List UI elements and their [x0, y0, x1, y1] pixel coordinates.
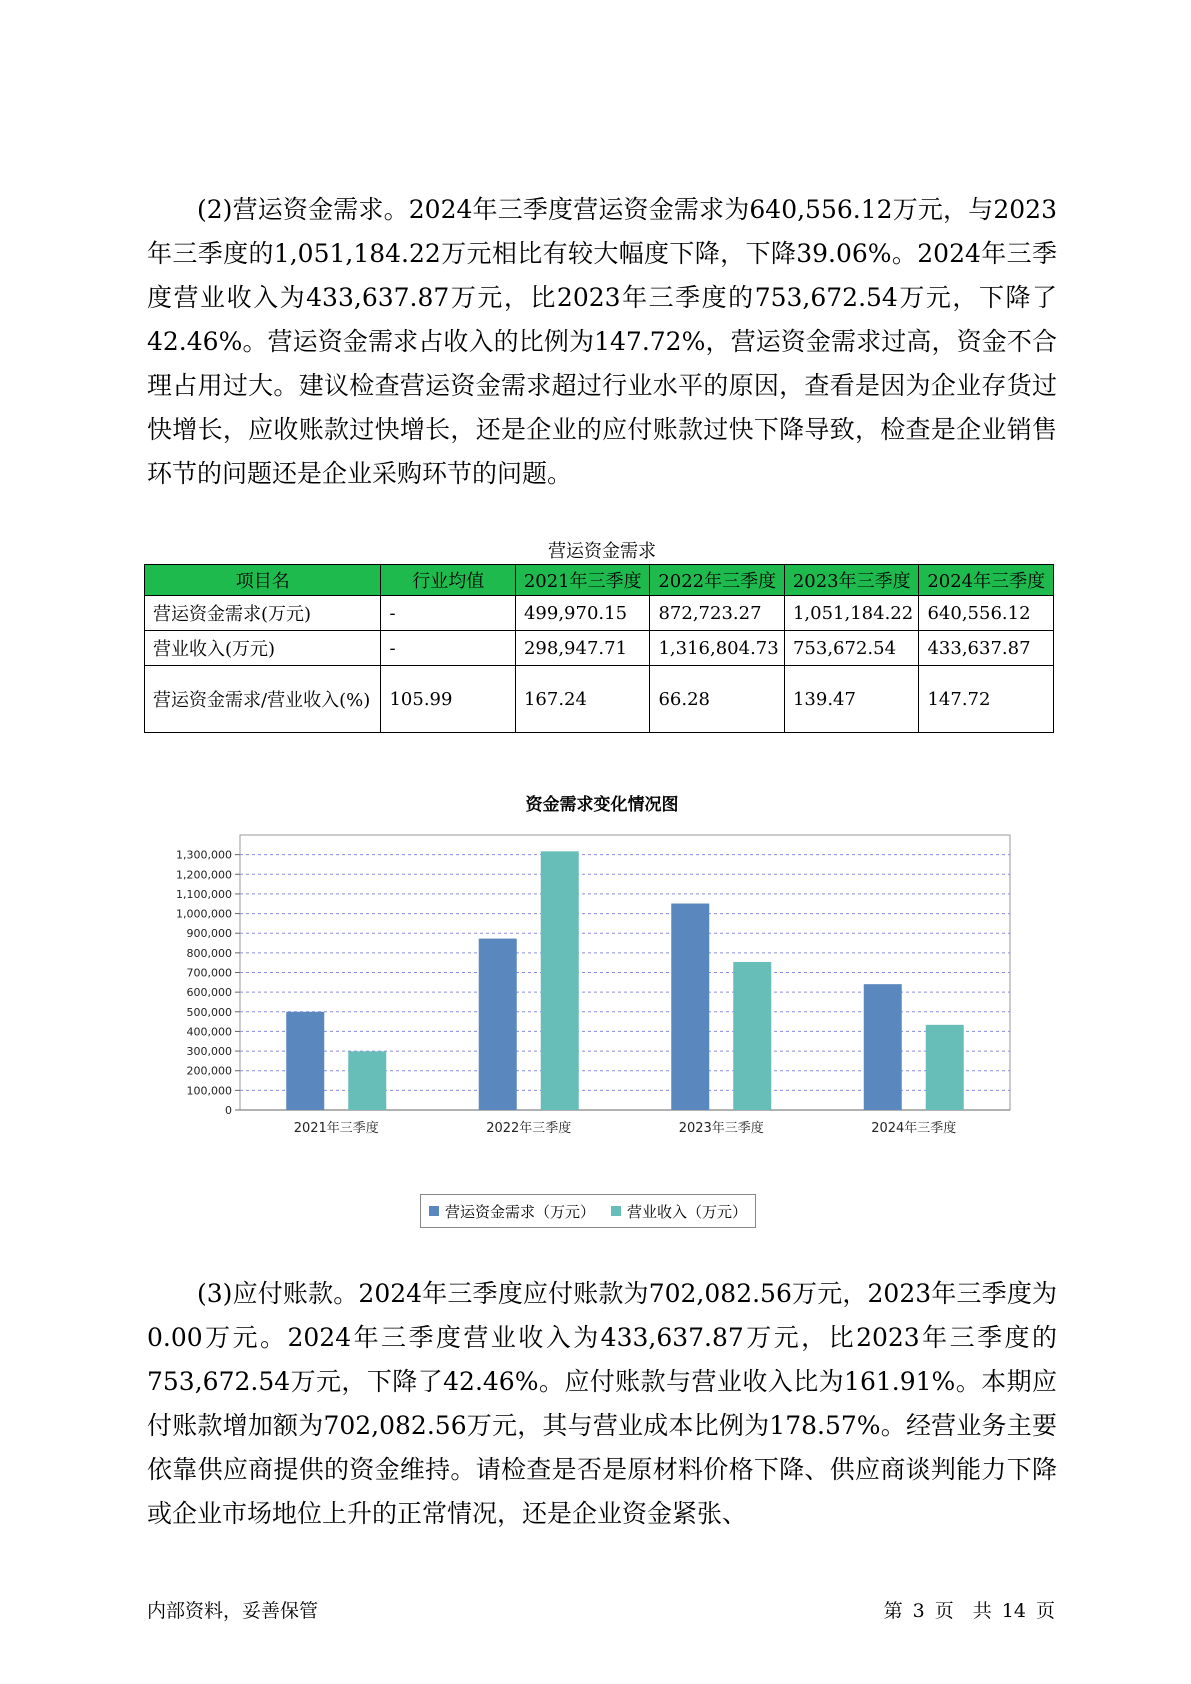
legend-item [611, 1201, 747, 1222]
table-cell: 营业收入(万元) [145, 631, 381, 666]
table-cell: 640,556.12 [919, 596, 1054, 631]
paragraph-working-capital [147, 188, 1057, 496]
paragraph-accounts-payable [147, 1272, 1057, 1536]
table-row [145, 631, 1054, 666]
y-tick-label: 700,000 [186, 966, 232, 980]
table-cell: 66.28 [650, 666, 785, 733]
table-cell: 139.47 [784, 666, 919, 733]
table-cell: - [381, 631, 516, 666]
x-tick-label: 2023年三季度 [678, 1121, 764, 1136]
y-tick-label: 0 [225, 1104, 232, 1117]
header-2022-q3: 2022年三季度 [650, 565, 785, 596]
header-industry-average: 行业均值 [381, 565, 516, 596]
bar [286, 1012, 324, 1110]
bar [671, 904, 709, 1110]
chart-title: 资金需求变化情况图 [525, 795, 679, 815]
legend-label: 营运资金需求（万元） [445, 1202, 596, 1221]
legend-swatch-revenue [611, 1206, 621, 1216]
y-tick-label: 800,000 [186, 946, 232, 960]
table-cell: 433,637.87 [919, 631, 1054, 666]
table-cell: 营运资金需求/营业收入(%) [145, 666, 381, 733]
y-tick-label: 1,200,000 [176, 868, 232, 882]
chart-legend [420, 1194, 756, 1228]
bar [733, 962, 771, 1110]
table-cell: 753,672.54 [784, 631, 919, 666]
y-tick-label: 400,000 [186, 1025, 232, 1039]
y-tick-label: 900,000 [186, 927, 232, 941]
table-cell: 167.24 [515, 666, 650, 733]
y-tick-label: 500,000 [186, 1005, 232, 1019]
header-item-name: 项目名 [145, 565, 381, 596]
working-capital-table [144, 564, 1054, 733]
bar [479, 939, 517, 1110]
header-2024-q3: 2024年三季度 [919, 565, 1054, 596]
table-header-row [145, 565, 1054, 596]
x-tick-label: 2022年三季度 [486, 1121, 572, 1136]
bar [864, 984, 902, 1110]
header-2023-q3: 2023年三季度 [784, 565, 919, 596]
table-cell: 499,970.15 [515, 596, 650, 631]
bar-chart [160, 825, 1020, 1185]
table-cell: - [381, 596, 516, 631]
x-tick-label: 2024年三季度 [871, 1121, 957, 1136]
y-tick-label: 600,000 [186, 986, 232, 1000]
y-tick-label: 1,000,000 [176, 907, 232, 921]
bar [541, 851, 579, 1110]
footer-confidential-note: 内部资料，妥善保管 [147, 1600, 319, 1622]
footer-page-number: 第 3 页 共 14 页 [883, 1600, 1055, 1622]
y-tick-label: 300,000 [186, 1045, 232, 1059]
table-cell: 1,316,804.73 [650, 631, 785, 666]
bar [926, 1025, 964, 1110]
x-tick-label: 2021年三季度 [293, 1121, 379, 1136]
table-cell: 营运资金需求(万元) [145, 596, 381, 631]
table-cell: 872,723.27 [650, 596, 785, 631]
legend-swatch-working-capital [429, 1206, 439, 1216]
table-cell: 1,051,184.22 [784, 596, 919, 631]
y-tick-label: 1,100,000 [176, 887, 232, 901]
table-cell: 105.99 [381, 666, 516, 733]
y-tick-label: 200,000 [186, 1064, 232, 1078]
paragraph-text: (3)应付账款。2024年三季度应付账款为702,082.56万元，2023年三季度为0.00万元。2024年三季度营业收入为433,637.87万元，比2023年三季度的753,672.54万元，下降了42.46%。应付账款与营业收入比为161.91%。本期应付账款增加额为702,082.56万元，其与营业成本比例为178.57%。经营业务主要依靠供应商提供的资金维持。请检查是否是原材料价格下降、供应商谈判能力下降或企业市场地位上升的正常情况，还是企业资金紧张、 [147, 1279, 1057, 1528]
legend-item [429, 1201, 595, 1222]
table-cell: 298,947.71 [515, 631, 650, 666]
legend-label: 营业收入（万元） [627, 1202, 748, 1221]
y-tick-label: 1,300,000 [176, 848, 232, 862]
header-2021-q3: 2021年三季度 [515, 565, 650, 596]
table-caption: 营运资金需求 [548, 541, 656, 562]
y-tick-label: 100,000 [186, 1084, 232, 1098]
table-row [145, 596, 1054, 631]
table-cell: 147.72 [919, 666, 1054, 733]
bar [348, 1051, 386, 1110]
paragraph-text: (2)营运资金需求。2024年三季度营运资金需求为640,556.12万元，与2023年三季度的1,051,184.22万元相比有较大幅度下降，下降39.06%。2024年三季度营业收入为433,637.87万元，比2023年三季度的753,672.54万元，下降了42.46%。营运资金需求占收入的比例为147.72%，营运资金需求过高，资金不合理占用过大。建议检查营运资金需求超过行业水平的原因，查看是因为企业存货过快增长，应收账款过快增长，还是企业的应付账款过快下降导致，检查是企业销售环节的问题还是企业采购环节的问题。 [147, 195, 1057, 488]
table-row [145, 666, 1054, 733]
